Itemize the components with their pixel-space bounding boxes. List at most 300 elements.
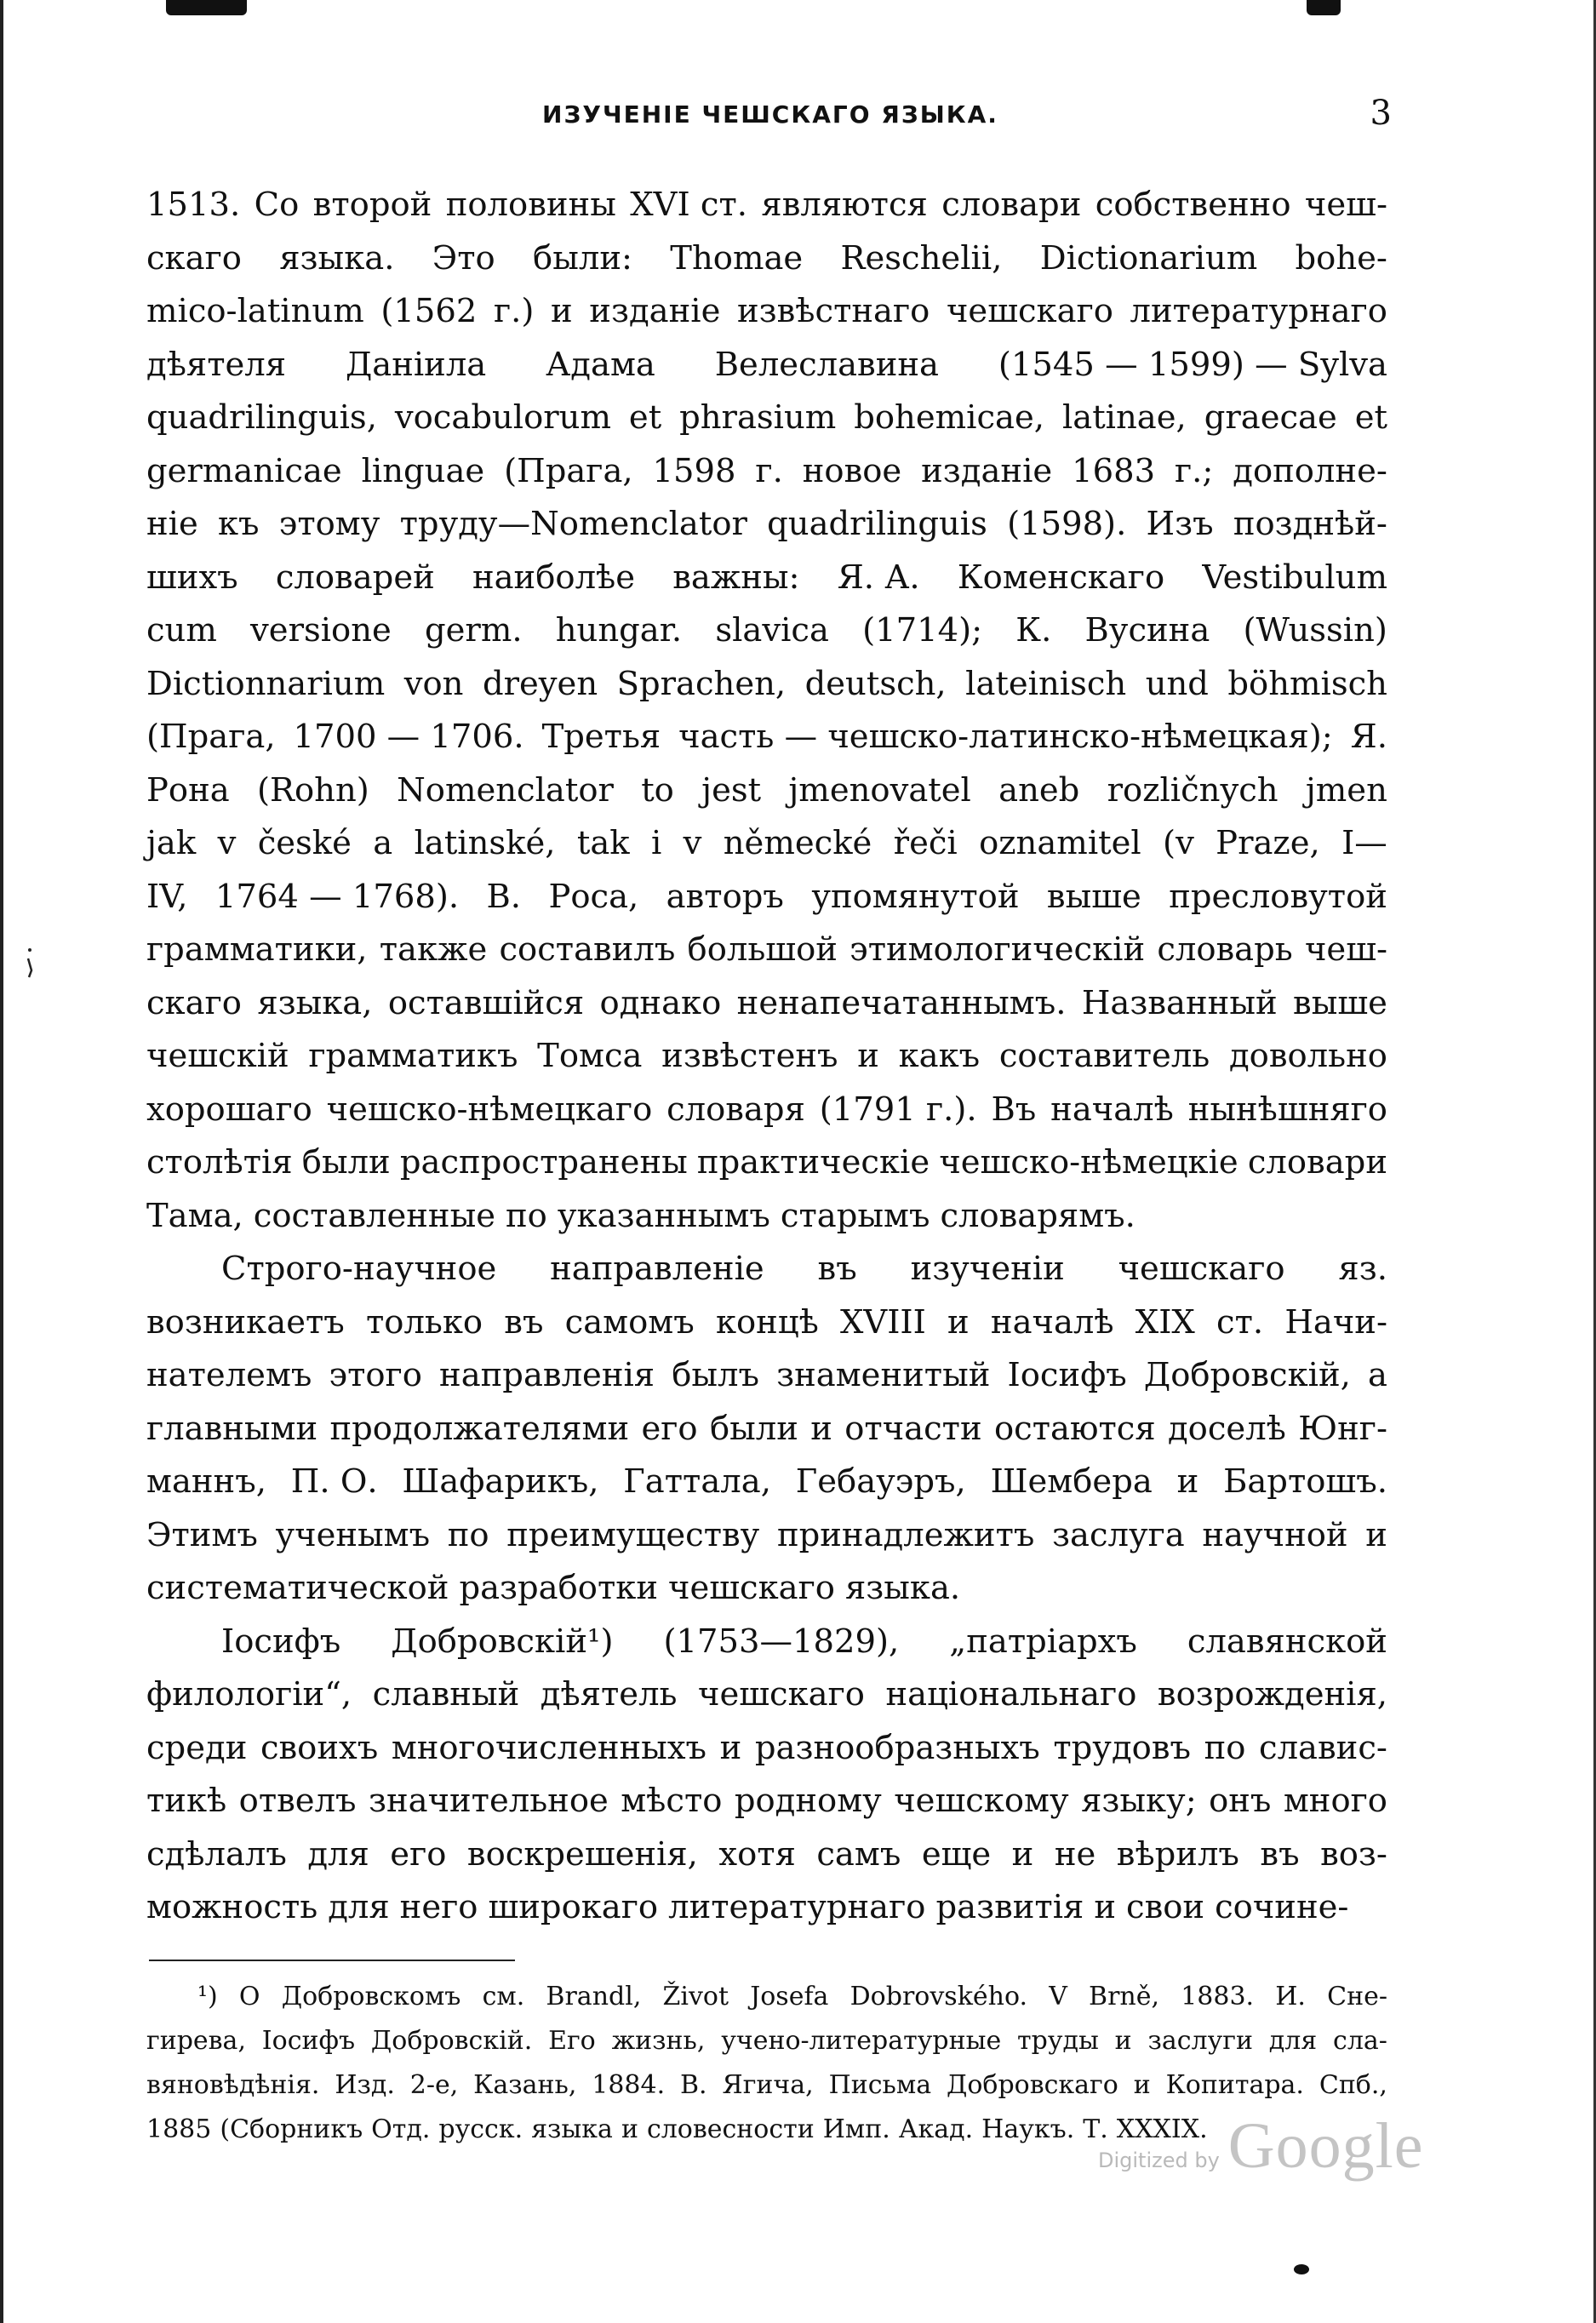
- word: чешскаго: [1118, 1250, 1285, 1288]
- word: практическіе: [696, 1143, 930, 1182]
- word: сдѣлалъ: [146, 1834, 287, 1874]
- word: онъ: [1209, 1782, 1272, 1820]
- word: 1513.: [146, 186, 241, 224]
- word: v: [683, 824, 702, 862]
- word: latinské,: [414, 824, 556, 862]
- word: Рона: [146, 770, 230, 810]
- word: I—: [1341, 824, 1387, 862]
- word: однако: [599, 983, 722, 1022]
- word: нынѣшняго: [1187, 1090, 1387, 1129]
- word: ніе: [146, 505, 198, 543]
- word: составленные: [253, 1196, 496, 1235]
- word: Sprachen,: [616, 664, 787, 703]
- word: oznamitel: [979, 824, 1141, 862]
- word: половины: [445, 186, 616, 224]
- word: хорошаго: [146, 1090, 312, 1129]
- word: составилъ: [499, 930, 676, 969]
- word: изданіе: [921, 451, 1053, 490]
- word: разнообразныхъ: [754, 1728, 1040, 1767]
- word: словаря: [666, 1090, 805, 1129]
- word: гирева,: [146, 2026, 246, 2056]
- word: (Wussin): [1243, 611, 1387, 649]
- word: von: [403, 664, 464, 703]
- word: Добровскій,: [1143, 1356, 1351, 1394]
- word: a: [373, 824, 393, 862]
- scan-top-mark-left: [166, 0, 247, 15]
- word: чешско-нѣмецкіе: [939, 1143, 1238, 1182]
- word: Адама: [546, 345, 655, 384]
- word: изученіи: [910, 1250, 1065, 1288]
- text-line: [146, 552, 1387, 605]
- watermark-prefix: Digitized by: [1098, 2148, 1220, 2172]
- word: bohemicae,: [854, 398, 1044, 437]
- word: и: [1176, 1462, 1199, 1501]
- text-line: [146, 1668, 1387, 1722]
- margin-pencil-mark: [26, 945, 34, 979]
- word: только: [365, 1302, 483, 1342]
- word: Nomenclator: [397, 770, 614, 810]
- word: не: [1054, 1834, 1096, 1874]
- word: составитель: [998, 1037, 1210, 1075]
- text-line: [146, 285, 1387, 339]
- word: славянской: [1187, 1622, 1387, 1661]
- word: и: [719, 1728, 742, 1767]
- text-line: [146, 339, 1387, 392]
- word: Ягича,: [722, 2070, 814, 2100]
- word: XVIII: [840, 1302, 926, 1342]
- word: Изд.: [335, 2070, 395, 2100]
- word: V: [1049, 1982, 1067, 2011]
- word: тикѣ: [146, 1782, 227, 1820]
- text-line: [146, 1243, 1387, 1296]
- running-title: ИЗУЧЕНІЕ ЧЕШСКАГО ЯЗЫКА.: [542, 100, 998, 129]
- word: словесности: [646, 2114, 815, 2144]
- text-line: [146, 1616, 1387, 1669]
- word: latinae,: [1061, 398, 1187, 437]
- word: упомянутой: [811, 877, 1020, 916]
- word: В.: [680, 2070, 707, 2100]
- word: научной: [1202, 1515, 1348, 1554]
- word: а: [1368, 1356, 1387, 1394]
- word: важны:: [672, 558, 800, 597]
- word: пресловутой: [1169, 877, 1387, 916]
- word: для: [307, 1834, 369, 1874]
- word: также: [379, 930, 488, 969]
- word: XXXIX.: [1116, 2114, 1208, 2144]
- word: оставшійся: [387, 983, 585, 1022]
- word: этого: [329, 1356, 422, 1394]
- word: чешско-нѣмецкаго: [326, 1090, 653, 1129]
- word: IV,: [146, 877, 188, 916]
- footnote-line: [146, 2019, 1387, 2063]
- word: отвелъ: [238, 1782, 357, 1820]
- word: концѣ: [715, 1302, 819, 1342]
- word: старымъ: [780, 1196, 930, 1235]
- text-line: [146, 1456, 1387, 1509]
- word: наиболѣе: [472, 558, 636, 597]
- text-line: [146, 1136, 1387, 1190]
- word: Dictionnarium: [146, 664, 386, 703]
- word: Строго-научное: [221, 1250, 497, 1288]
- text-line: [146, 711, 1387, 764]
- word: указаннымъ: [557, 1196, 770, 1235]
- word: Казань,: [473, 2070, 577, 2100]
- word: lateinisch: [965, 664, 1127, 703]
- word: jmenovatel: [788, 770, 971, 810]
- word: и: [1365, 1515, 1387, 1554]
- word: языка,: [257, 983, 373, 1022]
- word: Я. А.: [837, 558, 920, 597]
- word: словарь: [1157, 930, 1293, 969]
- word: hungar.: [555, 611, 683, 649]
- word: Названный: [1081, 983, 1278, 1022]
- word: Dictionarium: [1039, 238, 1258, 278]
- word: свои: [1126, 1888, 1205, 1926]
- word: многочисленныхъ: [391, 1728, 707, 1767]
- word: и: [621, 2114, 638, 2144]
- word: Отд.: [371, 2114, 431, 2144]
- word: языка.: [279, 238, 395, 278]
- word: 1883.: [1181, 1982, 1255, 2011]
- word: маннъ,: [146, 1462, 266, 1501]
- word: Изъ: [1146, 505, 1214, 543]
- watermark-brand: Google: [1227, 2110, 1424, 2182]
- word: jak: [146, 824, 197, 862]
- word: и: [947, 1302, 970, 1342]
- word: самомъ: [564, 1302, 695, 1342]
- word: quadrilinguis: [767, 505, 987, 543]
- word: Спб.,: [1319, 2070, 1387, 2100]
- word: столѣтія: [146, 1143, 293, 1182]
- word: словарей: [275, 558, 435, 597]
- word: главными: [146, 1409, 318, 1448]
- text-line: [146, 1190, 1387, 1244]
- word: (1791 г.).: [819, 1090, 977, 1129]
- word: Копитара.: [1165, 2070, 1304, 2100]
- word: 1598: [652, 451, 736, 490]
- word: него: [399, 1888, 478, 1926]
- text-line: [146, 817, 1387, 871]
- word: началѣ: [1050, 1090, 1174, 1129]
- word: воз-: [1320, 1834, 1387, 1874]
- word: vocabulorum: [394, 398, 611, 437]
- text-line: [146, 1881, 1387, 1935]
- text-line: [146, 1775, 1387, 1828]
- word: грамматикъ: [308, 1037, 518, 1075]
- word: развитія: [935, 1888, 1084, 1926]
- word: Josefa: [750, 1982, 829, 2011]
- word: этимологическій: [849, 930, 1146, 969]
- footnote-rule: [149, 1960, 515, 1961]
- word: былъ: [672, 1356, 759, 1394]
- word: литературнаго: [668, 1888, 926, 1926]
- word: (1714);: [862, 611, 983, 649]
- word: чешскаго: [946, 292, 1113, 330]
- word: 2-е,: [409, 2070, 459, 2100]
- word: и: [810, 1409, 832, 1448]
- word: грамматики,: [146, 930, 368, 969]
- word: чешскій: [146, 1037, 289, 1075]
- word: преимуществу: [506, 1515, 760, 1554]
- word: хотя: [718, 1834, 796, 1874]
- word: (v: [1163, 824, 1194, 862]
- word: воскрешенія,: [466, 1834, 698, 1874]
- word: труду—Nomenclator: [399, 505, 747, 543]
- word: germanicae: [146, 451, 342, 490]
- word: Наукъ.: [981, 2114, 1075, 2144]
- word: въ: [1260, 1834, 1300, 1874]
- text-line: [146, 871, 1387, 924]
- word: Vestibulum: [1202, 558, 1387, 597]
- word: И.: [1275, 1982, 1306, 2011]
- word: см.: [482, 1982, 525, 2011]
- word: 1885: [146, 2114, 212, 2144]
- word: вѣрилъ: [1116, 1834, 1239, 1874]
- word: началѣ: [990, 1302, 1114, 1342]
- word: его: [641, 1409, 698, 1448]
- text-line: [146, 498, 1387, 552]
- word: часть — чешско-латинско-нѣмецкая);: [678, 718, 1333, 756]
- word: извѣстнаго: [736, 292, 930, 330]
- text-line: [146, 1562, 1387, 1616]
- text-line: [146, 1828, 1387, 1882]
- word: české: [257, 824, 352, 862]
- text-line: [146, 179, 1387, 232]
- word: (1598).: [1007, 505, 1127, 543]
- word: его: [390, 1834, 447, 1874]
- word: Бартошъ.: [1223, 1462, 1387, 1501]
- word: Іосифъ: [1007, 1356, 1127, 1394]
- word: Сне-: [1327, 1982, 1387, 2011]
- word: jest: [701, 770, 762, 810]
- word: являются: [761, 186, 928, 224]
- text-line: [146, 1349, 1387, 1403]
- word: и: [551, 292, 573, 330]
- word: трудовъ: [1053, 1728, 1192, 1767]
- word: широкаго: [488, 1888, 659, 1926]
- word: авторъ: [666, 877, 784, 916]
- word: К.: [1015, 611, 1052, 649]
- word: и: [857, 1037, 879, 1075]
- word: Reschelii,: [840, 238, 1003, 278]
- word: i: [650, 824, 662, 862]
- word: какъ: [898, 1037, 981, 1075]
- word: Коменскаго: [957, 558, 1165, 597]
- word: скаго: [146, 983, 242, 1022]
- word: 1683: [1072, 451, 1156, 490]
- word: graecae: [1204, 398, 1337, 437]
- word: Это: [432, 238, 495, 278]
- text-line: [146, 445, 1387, 499]
- word: сла-: [1333, 2026, 1387, 2056]
- word: rozličnych: [1107, 770, 1279, 810]
- word: (1545 — 1599) — Sylva: [998, 345, 1387, 384]
- word: шихъ: [146, 558, 238, 597]
- word: скаго: [146, 238, 242, 278]
- word: въ: [504, 1302, 544, 1342]
- word: къ: [217, 505, 260, 543]
- word: филологіи“,: [146, 1675, 352, 1714]
- word: Вусина: [1084, 611, 1210, 649]
- word: среди: [146, 1728, 248, 1767]
- scan-top-mark-right: [1307, 0, 1341, 15]
- word: bohe-: [1295, 238, 1387, 278]
- word: Третья: [541, 718, 661, 756]
- text-line: [146, 1722, 1387, 1776]
- text-line: [146, 1403, 1387, 1456]
- word: возникаетъ: [146, 1302, 345, 1342]
- word: были:: [533, 238, 632, 278]
- ink-spot: [1294, 2264, 1309, 2274]
- word: Юнг-: [1298, 1409, 1387, 1448]
- word: сочине-: [1215, 1888, 1349, 1926]
- word: были: [709, 1409, 798, 1448]
- word: Іосифъ: [261, 2026, 356, 2056]
- word: Добровскаго: [946, 2070, 1118, 2100]
- word: значительное: [368, 1782, 609, 1820]
- word: slavica: [715, 611, 829, 649]
- word: Шафарикъ,: [402, 1462, 599, 1501]
- word: deutsch,: [804, 664, 947, 703]
- text-line: [146, 977, 1387, 1031]
- word: dreyen: [482, 664, 598, 703]
- word: были: [301, 1143, 391, 1182]
- word: Письма: [828, 2070, 932, 2100]
- word: Т.: [1083, 2114, 1108, 2144]
- word: словарямъ.: [940, 1196, 1136, 1235]
- word: (Прага,: [146, 718, 276, 756]
- word: г.): [493, 292, 535, 330]
- word: XVI ст.: [630, 186, 748, 224]
- word: Въ: [991, 1090, 1037, 1129]
- text-line: [146, 232, 1387, 286]
- word: (1753—1829),: [663, 1622, 900, 1661]
- word: новое: [802, 451, 902, 490]
- word: П. О.: [290, 1462, 378, 1501]
- word: Роса,: [548, 877, 639, 916]
- running-head: [149, 94, 1392, 145]
- word: linguae: [361, 451, 485, 490]
- word: Я.: [1350, 718, 1387, 756]
- word: und: [1145, 664, 1209, 703]
- word: Praze,: [1216, 824, 1320, 862]
- word: извѣстенъ: [661, 1037, 838, 1075]
- word: В.: [486, 877, 522, 916]
- word: языка: [531, 2114, 613, 2144]
- word: 1700 — 1706.: [293, 718, 524, 756]
- word: направленія: [439, 1356, 655, 1394]
- text-line: [146, 658, 1387, 712]
- word: „патріархъ: [949, 1622, 1137, 1661]
- word: ненапечатаннымъ.: [736, 983, 1067, 1022]
- word: чешскому: [894, 1782, 1069, 1820]
- word: словари: [1247, 1143, 1387, 1182]
- word: отчасти: [844, 1409, 982, 1448]
- word: 1884.: [592, 2070, 666, 2100]
- word: своихъ: [260, 1728, 379, 1767]
- word: Brandl,: [546, 1982, 642, 2011]
- word: національнаго: [885, 1675, 1137, 1714]
- word: Его: [548, 2026, 596, 2056]
- word: родному: [734, 1782, 882, 1820]
- word: по: [506, 1196, 547, 1235]
- word: (Rohn): [256, 770, 369, 810]
- word: литературнаго: [1130, 292, 1387, 330]
- word: заслуга: [1052, 1515, 1185, 1554]
- word: и: [1011, 1834, 1034, 1874]
- word: germ.: [425, 611, 523, 649]
- word: распространены: [399, 1143, 688, 1182]
- word: разработки: [459, 1569, 659, 1607]
- word: и: [1133, 2070, 1151, 2100]
- word: знаменитый: [776, 1356, 991, 1394]
- word: чешскаго: [698, 1675, 865, 1714]
- word: Добровскій.: [370, 2026, 533, 2056]
- word: О: [238, 1982, 260, 2011]
- word: славис-: [1259, 1728, 1387, 1767]
- word: большой: [687, 930, 838, 969]
- word: труды: [1017, 2026, 1099, 2056]
- text-line: [146, 392, 1387, 445]
- word: tak: [576, 824, 630, 862]
- word: еще: [921, 1834, 992, 1874]
- word: (1562: [380, 292, 478, 330]
- word: et: [1354, 398, 1387, 437]
- footnote-line: [146, 2063, 1387, 2108]
- word: дополне-: [1233, 451, 1387, 490]
- word: изданіе: [589, 292, 721, 330]
- word: Добровскомъ: [281, 1982, 461, 2011]
- word: Тама,: [146, 1196, 243, 1235]
- word: славный: [372, 1675, 520, 1714]
- word: много: [1283, 1782, 1387, 1820]
- word: жизнь,: [611, 2026, 706, 2056]
- text-line: [146, 924, 1387, 977]
- text-line: [146, 1296, 1387, 1350]
- word: Со: [254, 186, 300, 224]
- word: дѣятель: [540, 1675, 678, 1714]
- word: Имп.: [822, 2114, 890, 2144]
- word: Добровскій¹): [391, 1622, 614, 1661]
- word: продолжателями: [329, 1409, 630, 1448]
- word: Начи-: [1284, 1302, 1387, 1342]
- text-line: [146, 1509, 1387, 1563]
- word: Томса: [537, 1037, 643, 1075]
- word: böhmisch: [1227, 664, 1387, 703]
- word: по: [1204, 1728, 1246, 1767]
- text-line: [146, 1030, 1387, 1084]
- word: mico-latinum: [146, 292, 364, 330]
- word: et: [628, 398, 662, 437]
- word: направленіе: [550, 1250, 764, 1288]
- word: самъ: [816, 1834, 901, 1874]
- word: Dobrovského.: [849, 1982, 1028, 2011]
- word: для: [328, 1888, 390, 1926]
- word: jmen: [1305, 770, 1387, 810]
- word: Гаттала,: [623, 1462, 771, 1501]
- word: по: [447, 1515, 489, 1554]
- word: Велеславина: [714, 345, 939, 384]
- scan-edge-left: [0, 0, 3, 2323]
- word: v: [217, 824, 237, 862]
- word: Іосифъ: [221, 1622, 341, 1661]
- word: 1764 — 1768).: [215, 877, 460, 916]
- page-number: 3: [1370, 94, 1392, 133]
- word: русск.: [438, 2114, 523, 2144]
- word: německé: [723, 824, 872, 862]
- digitized-watermark: [1098, 2109, 1424, 2183]
- word: чешскаго: [668, 1569, 835, 1607]
